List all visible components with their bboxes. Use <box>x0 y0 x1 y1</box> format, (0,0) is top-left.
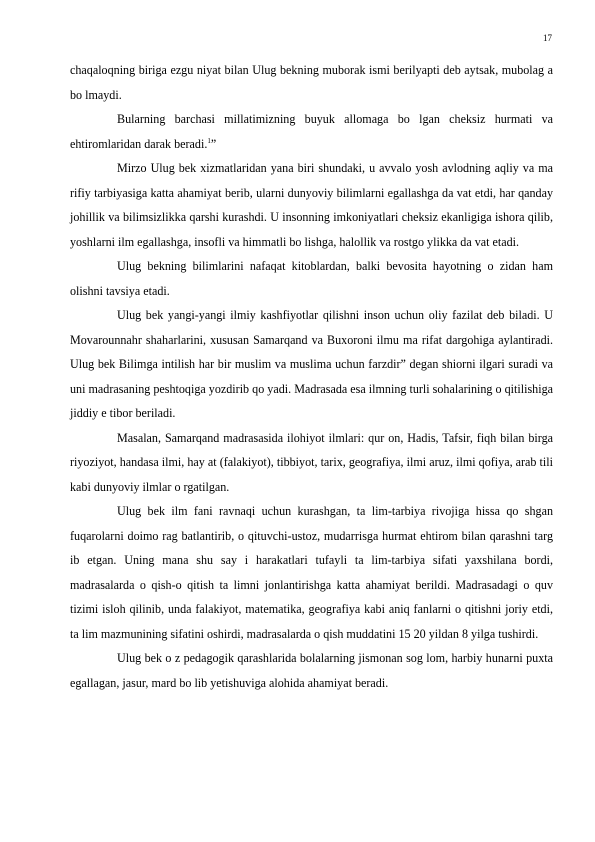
paragraph-1: chaqaloqning biriga ezgu niyat bilan Ulug bekning muborak ismi berilyapti deb aytsak, mubolag a bo lmaydi. <box>70 63 553 102</box>
paragraph-8: Ulug bek o z pedagogik qarashlarida bolalarning jismonan sog lom, harbiy hunarni puxta egallagan, jasur, mard bo lib yetishuviga alohida ahamiyat beradi. <box>70 651 553 690</box>
footnote-mark: 1 <box>207 136 211 145</box>
paragraph-7: Ulug bek ilm fani ravnaqi uchun kurashgan, ta lim-tarbiya rivojiga hissa qo shgan fuqarolarni doimo rag batlantirib, o qituvchi-ustoz, mudarrisga hurmat ehtirom bilan qarashni targ ib etgan. Uning mana shu say i harakatlari tufayli ta lim-tarbiya sifati yaxshilana bordi, madrasalarda o qish-o qitish ta limni jonlantirishga katta ahamiyat berildi. Madrasadagi o quv tizimi isloh qilinib, unda falakiyot, matematika, geografiya kabi aniq fanlarni o qitishni joriy etdi, ta lim mazmunining sifatini oshirdi, madrasalarda o qish muddatini 15 20 yildan 8 yilga tushirdi. <box>70 504 553 641</box>
paragraph-5: Ulug bek yangi-yangi ilmiy kashfiyotlar qilishni inson uchun oliy fazilat deb biladi. U Movarounnahr shaharlarini, xususan Samarqand va Buxoroni ilmu ma rifat dargohiga aylantiradi. Ulug bek Bilimga intilish har bir muslim va muslima uchun farzdir” degan shiorni ilgari suradi va uni madrasaning peshtoqiga yozdirib qo yadi. Madrasada esa ilmning turli sohalarining o qitilishiga jiddiy e tibor beriladi. <box>70 308 553 420</box>
page-number: 17 <box>543 33 552 43</box>
paragraph-2-text: Bularning barchasi millatimizning buyuk allomaga bo lgan cheksiz hurmati va ehtiromlaridan darak beradi. <box>70 112 553 151</box>
paragraph-4: Ulug bekning bilimlarini nafaqat kitoblardan, balki bevosita hayotning o zidan ham olishni tavsiya etadi. <box>70 259 553 298</box>
closing-quote: ” <box>210 136 217 151</box>
paragraph-6: Masalan, Samarqand madrasasida ilohiyot ilmlari: qur on, Hadis, Tafsir, fiqh bilan birga riyoziyot, handasa ilmi, hay at (falakiyot), tibbiyot, tarix, geografiya, ilmi aruz, ilmi qofiya, arab tili kabi dunyoviy ilmlar o rgatilgan. <box>70 430 553 494</box>
paragraph-2 <box>70 107 553 156</box>
paragraph-3: Mirzo Ulug bek xizmatlaridan yana biri shundaki, u avvalo yosh avlodning aqliy va ma rifiy tarbiyasiga katta ahamiyat berib, ularni dunyoviy bilimlarni egallashga da vat etdi, har qanday johillik va bilimsizlikka qarshi kurashdi. U insonning imkoniyatlari cheksiz ekanligiga ishora qilib, yoshlarni ilm egallashga, insofli va himmatli bo lishga, halollik va rostgo ylikka da vat etadi. <box>70 161 553 249</box>
document-body <box>70 58 553 695</box>
